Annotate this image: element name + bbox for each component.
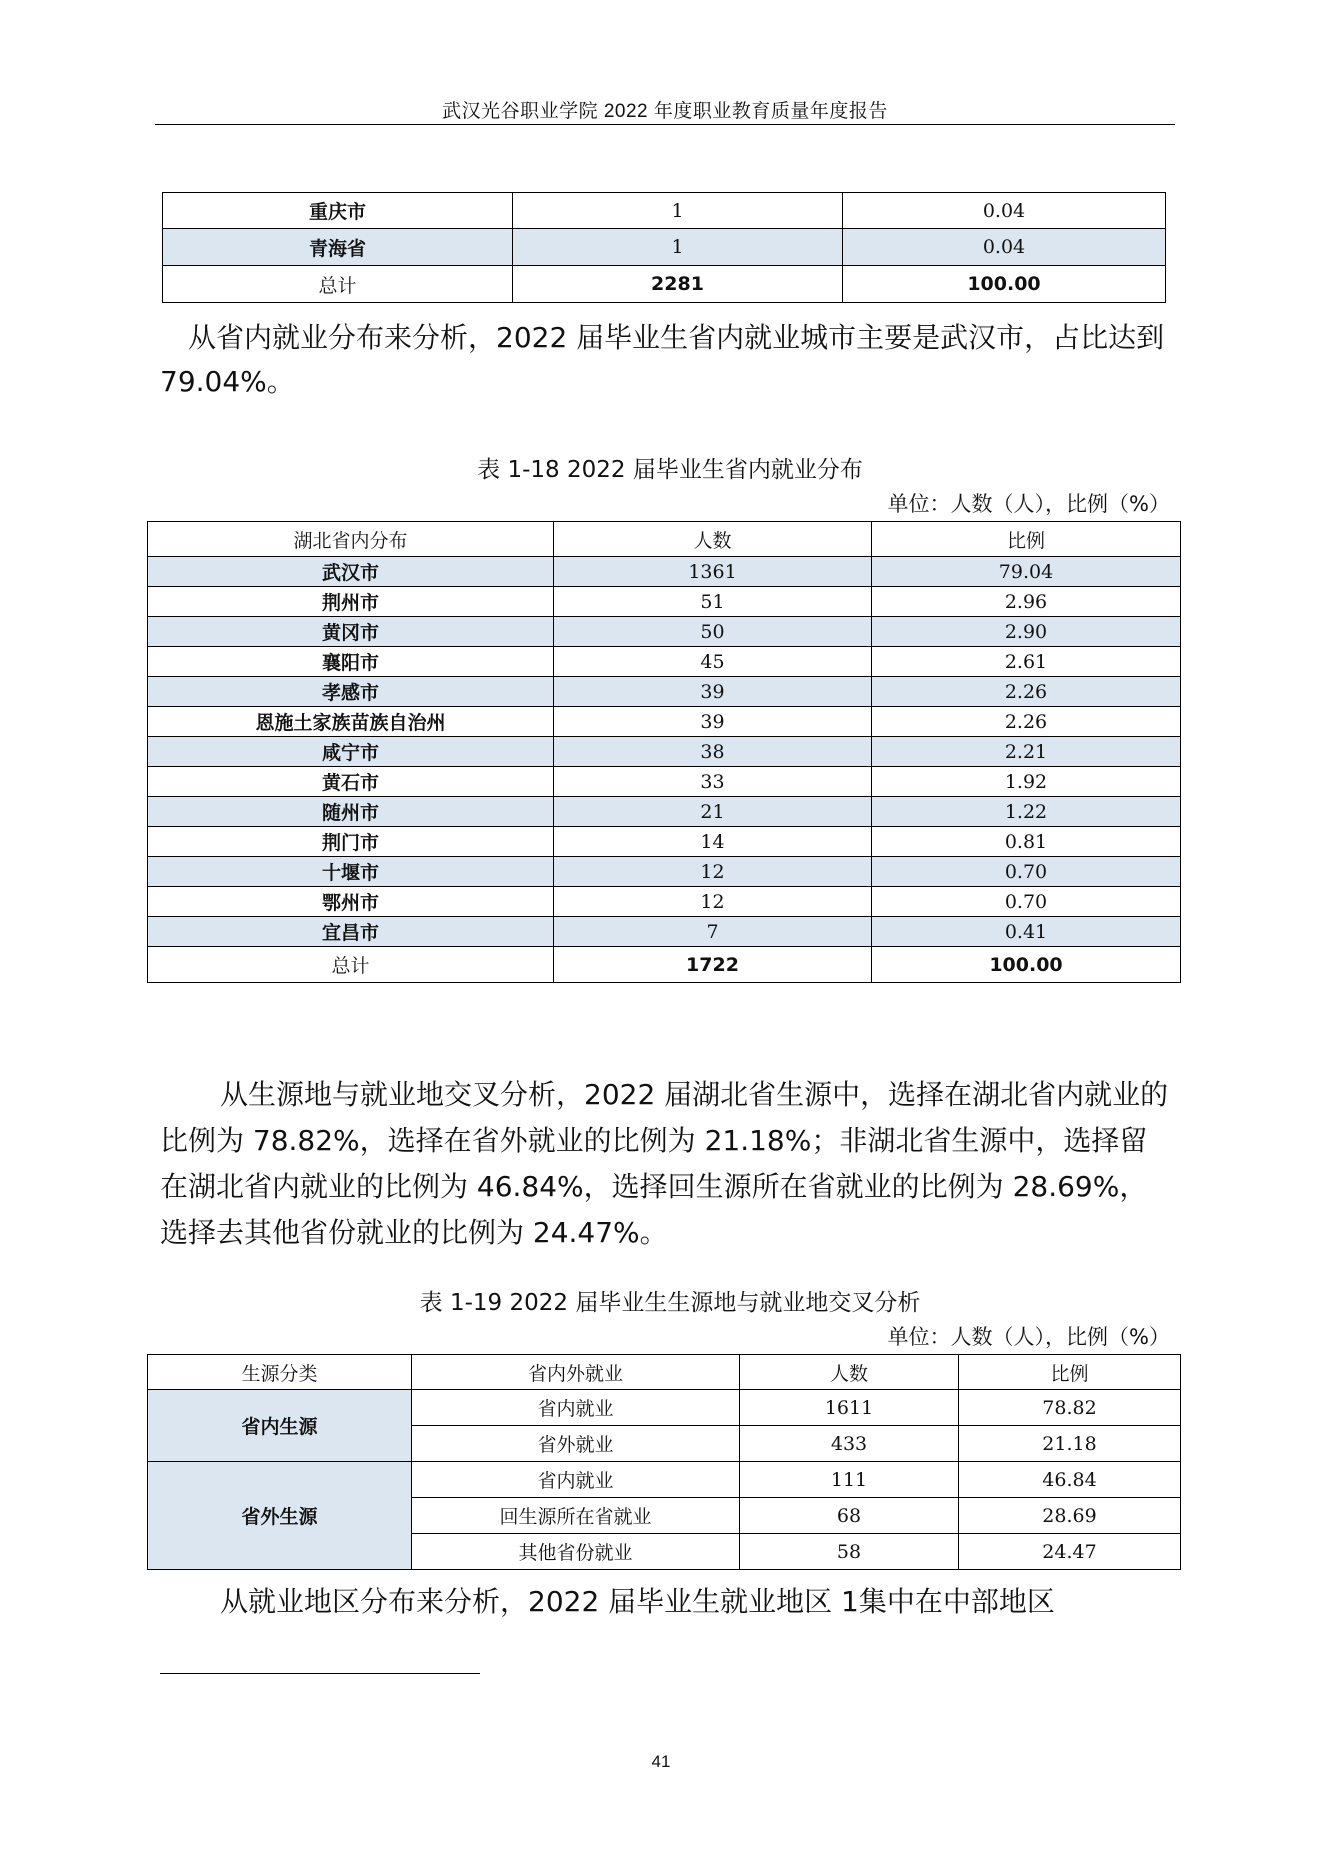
ratio-cell: 0.04 [843,193,1166,229]
count-cell: 7 [554,917,872,947]
table-1-18 [147,521,1181,983]
total-label: 总计 [163,266,513,303]
region-cell: 鄂州市 [148,887,554,917]
table-row [148,1462,1181,1498]
region-cell: 武汉市 [148,557,554,587]
source-group-cell: 省外生源 [148,1462,412,1570]
table-row [163,229,1166,266]
ratio-cell: 2.90 [872,617,1181,647]
paragraph-cross-analysis: 从生源地与就业地交叉分析，2022 届湖北省生源中，选择在湖北省内就业的比例为 78.82%，选择在省外就业的比例为 21.18%；非湖北省生源中，选择留在湖北省内就业的比例为 46.84%，选择回生源所在省就业的比例为 28.69%，选择去其他省份就业的比例为 24.47%。 [160,1078,1169,1249]
table-row [148,737,1181,767]
table-1-18-caption: 表 1-18 2022 届毕业生省内就业分布 [477,457,863,483]
table-row [163,193,1166,229]
count-cell: 68 [740,1498,959,1534]
count-cell: 1 [513,193,843,229]
region-cell: 十堰市 [148,857,554,887]
column-header: 比例 [959,1355,1181,1390]
region-cell: 宜昌市 [148,917,554,947]
column-header: 人数 [740,1355,959,1390]
region-cell: 襄阳市 [148,647,554,677]
table-row [148,1390,1181,1426]
employment-type-cell: 回生源所在省就业 [412,1498,740,1534]
region-cell: 青海省 [163,229,513,266]
ratio-cell: 2.26 [872,677,1181,707]
ratio-cell: 0.04 [843,229,1166,266]
total-row [163,266,1166,303]
table-1-19 [147,1354,1181,1570]
employment-type-cell: 省内就业 [412,1462,740,1498]
paragraph-region-distribution: 从就业地区分布来分析，2022 届毕业生就业地区 1集中在中部地区 [220,1585,1055,1618]
count-cell: 45 [554,647,872,677]
table-row [148,707,1181,737]
column-header: 比例 [872,522,1181,557]
total-ratio: 100.00 [872,947,1181,983]
ratio-cell: 2.96 [872,587,1181,617]
count-cell: 38 [554,737,872,767]
table-header-row [148,1355,1181,1390]
count-cell: 39 [554,677,872,707]
count-cell: 1 [513,229,843,266]
count-cell: 51 [554,587,872,617]
ratio-cell: 24.47 [959,1534,1181,1570]
table-row [148,767,1181,797]
region-cell: 荆州市 [148,587,554,617]
paragraph-province-distribution: 从省内就业分布来分析，2022 届毕业生省内就业城市主要是武汉市，占比达到 79.04%。 [160,321,1165,398]
ratio-cell: 79.04 [872,557,1181,587]
region-cell: 孝感市 [148,677,554,707]
count-cell: 39 [554,707,872,737]
footnote-rule [160,1673,480,1674]
table-row [148,857,1181,887]
table-row [148,587,1181,617]
ratio-cell: 0.41 [872,917,1181,947]
total-row [148,947,1181,983]
ratio-cell: 78.82 [959,1390,1181,1426]
column-header: 湖北省内分布 [148,522,554,557]
total-count: 2281 [513,266,843,303]
count-cell: 58 [740,1534,959,1570]
page-number: 41 [651,1752,671,1771]
ratio-cell: 0.81 [872,827,1181,857]
employment-type-cell: 省内就业 [412,1390,740,1426]
total-label: 总计 [148,947,554,983]
ratio-cell: 0.70 [872,857,1181,887]
ratio-cell: 2.26 [872,707,1181,737]
source-group-cell: 省内生源 [148,1390,412,1462]
count-cell: 433 [740,1426,959,1462]
ratio-cell: 21.18 [959,1426,1181,1462]
region-cell: 咸宁市 [148,737,554,767]
count-cell: 50 [554,617,872,647]
ratio-cell: 1.22 [872,797,1181,827]
table-row [148,677,1181,707]
table-row [148,827,1181,857]
table-top-continued [162,192,1166,303]
table-1-19-caption: 表 1-19 2022 届毕业生生源地与就业地交叉分析 [419,1290,921,1316]
count-cell: 14 [554,827,872,857]
table-row [148,557,1181,587]
region-cell: 黄冈市 [148,617,554,647]
region-cell: 恩施土家族苗族自治州 [148,707,554,737]
column-header: 生源分类 [148,1355,412,1390]
ratio-cell: 46.84 [959,1462,1181,1498]
count-cell: 33 [554,767,872,797]
ratio-cell: 2.21 [872,737,1181,767]
region-cell: 黄石市 [148,767,554,797]
count-cell: 1611 [740,1390,959,1426]
table-row [148,617,1181,647]
count-cell: 12 [554,857,872,887]
count-cell: 21 [554,797,872,827]
column-header: 省内外就业 [412,1355,740,1390]
table-1-19-unit: 单位：人数（人），比例（%） [887,1325,1170,1349]
region-cell: 重庆市 [163,193,513,229]
column-header: 人数 [554,522,872,557]
ratio-cell: 1.92 [872,767,1181,797]
table-row [148,797,1181,827]
running-header: 武汉光谷职业学院 2022 年度职业教育质量年度报告 [442,101,888,122]
table-header-row [148,522,1181,557]
count-cell: 12 [554,887,872,917]
region-cell: 随州市 [148,797,554,827]
total-ratio: 100.00 [843,266,1166,303]
ratio-cell: 28.69 [959,1498,1181,1534]
ratio-cell: 2.61 [872,647,1181,677]
table-row [148,917,1181,947]
count-cell: 1361 [554,557,872,587]
table-1-18-unit: 单位：人数（人），比例（%） [887,492,1170,516]
employment-type-cell: 省外就业 [412,1426,740,1462]
employment-type-cell: 其他省份就业 [412,1534,740,1570]
ratio-cell: 0.70 [872,887,1181,917]
count-cell: 111 [740,1462,959,1498]
region-cell: 荆门市 [148,827,554,857]
table-row [148,647,1181,677]
header-rule [155,124,1175,125]
total-count: 1722 [554,947,872,983]
table-row [148,887,1181,917]
